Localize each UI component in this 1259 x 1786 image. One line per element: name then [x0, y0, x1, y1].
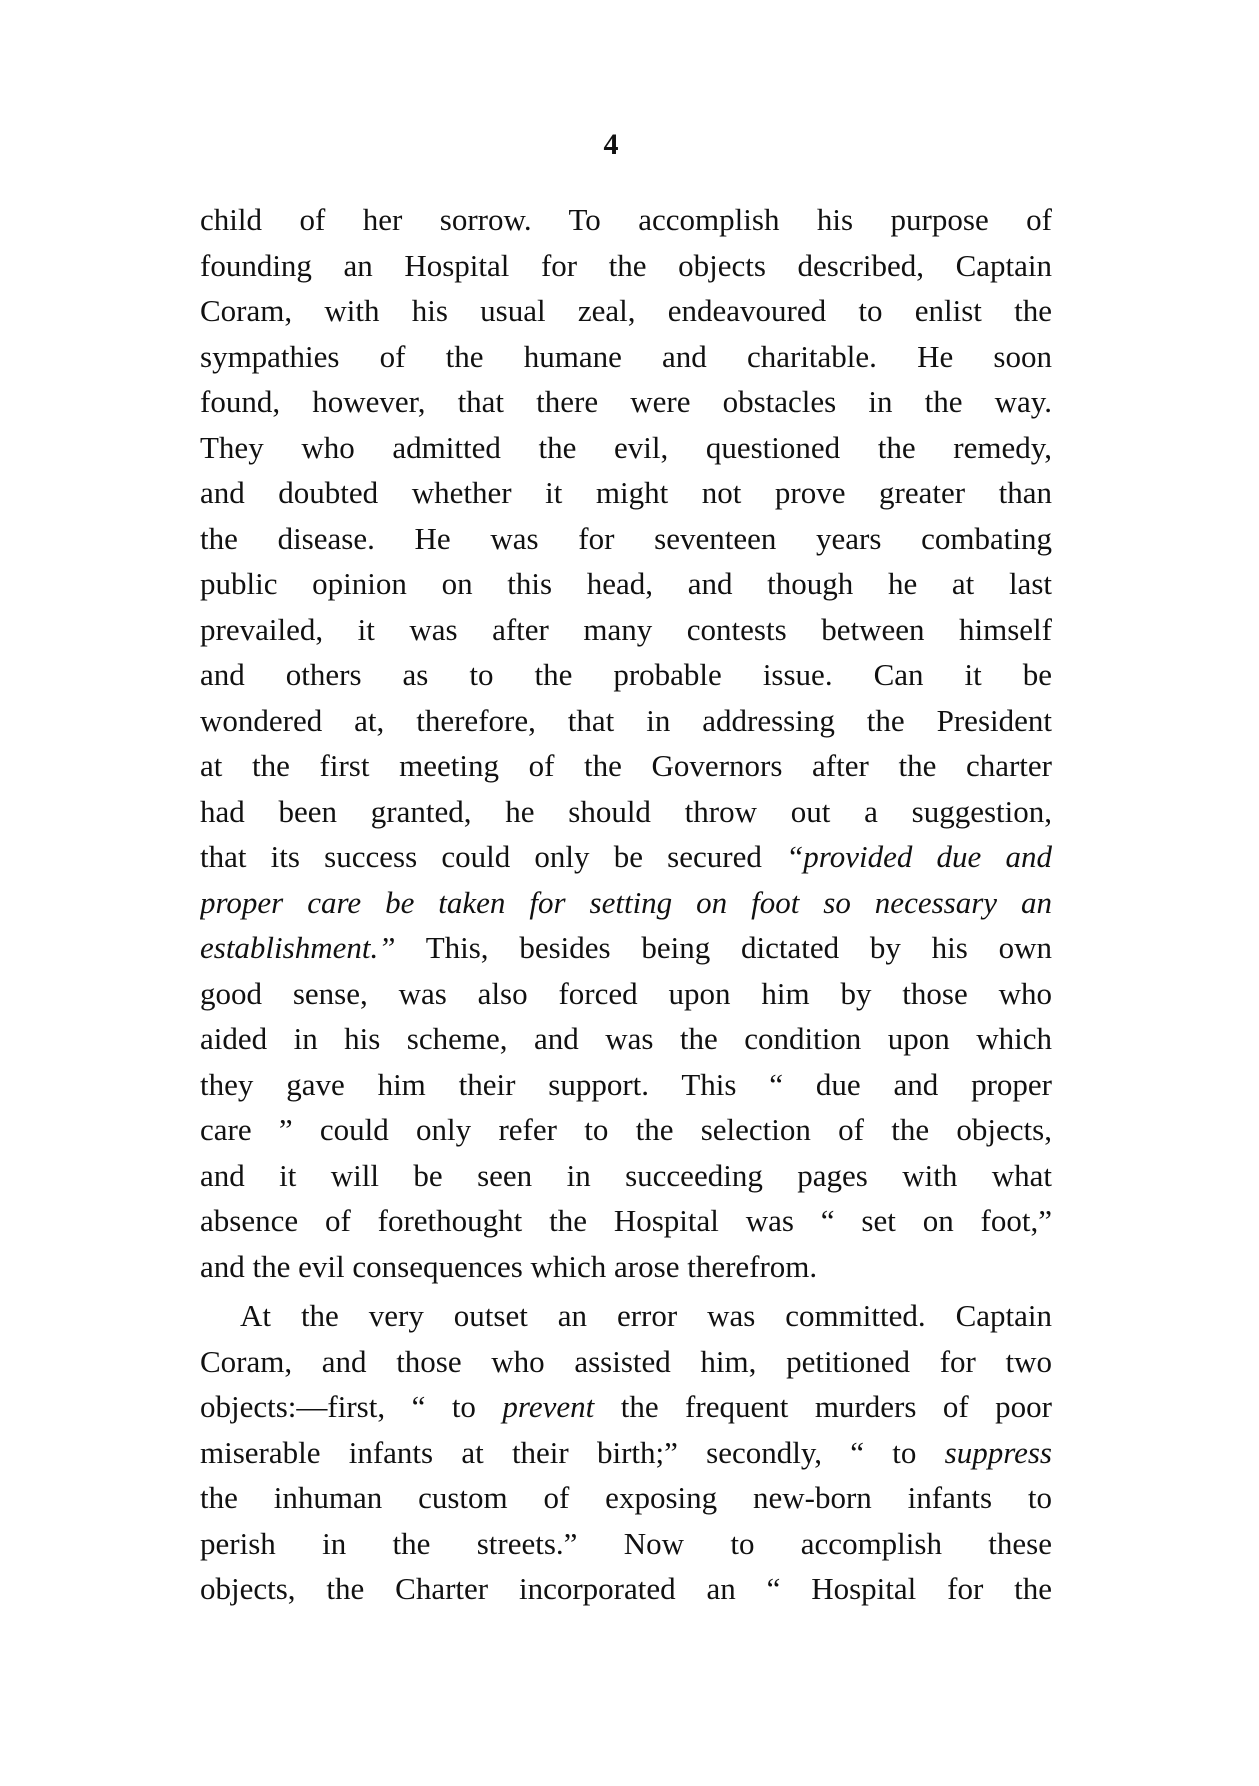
text-line [200, 1062, 1052, 1108]
italic-text-segment: suppress [944, 1434, 1052, 1470]
text-line [200, 470, 1052, 516]
text-line [200, 1198, 1052, 1244]
text-line [200, 1293, 1052, 1339]
text-segment: This, besides being dictated by his own [395, 930, 1052, 965]
text-line [200, 925, 1052, 971]
text-line [200, 1339, 1052, 1385]
text-line [200, 652, 1052, 698]
text-line [200, 1244, 1052, 1290]
text-segment: aided in his scheme, and was the condition upon which [200, 1021, 1052, 1056]
text-segment: the inhuman custom of exposing new-born infants to [200, 1480, 1052, 1515]
text-segment: and it will be seen in succeeding pages with what [200, 1157, 1052, 1193]
text-segment: Coram, with his usual zeal, endeavoured to enlist the [200, 293, 1052, 328]
italic-text-segment: establishment.” [200, 930, 396, 965]
text-line [200, 1521, 1052, 1567]
text-line [200, 288, 1052, 334]
text-line [200, 607, 1052, 653]
text-segment: public opinion on this head, and though he at last [200, 566, 1052, 601]
text-segment: that its success could only be secured [200, 839, 787, 874]
text-segment: and others as to the probable issue. Can it be [200, 657, 1052, 692]
text-line [200, 698, 1052, 744]
text-segment: they gave him their support. This “ due and proper [200, 1066, 1052, 1102]
italic-text-segment: “provided due and [786, 839, 1052, 874]
text-line [200, 1384, 1052, 1430]
text-segment: care ” could only refer to the selection of the objects, [200, 1112, 1052, 1147]
page-number: 4 [603, 128, 619, 161]
text-segment: good sense, was also forced upon him by those who [200, 975, 1052, 1011]
text-line [200, 1107, 1052, 1153]
text-line [200, 789, 1052, 835]
text-segment: absence of forethought the Hospital was “ set on foot,” [200, 1203, 1052, 1238]
text-line [200, 1475, 1052, 1521]
text-line [200, 197, 1052, 243]
italic-text-segment: proper care be taken for setting on foot so necessary an [200, 884, 1052, 920]
text-segment: had been granted, he should throw out a suggestion, [200, 793, 1052, 829]
text-line [200, 1016, 1052, 1062]
text-line [200, 379, 1052, 425]
text-segment: Coram, and those who assisted him, petitioned for two [200, 1343, 1052, 1379]
text-segment: found, however, that there were obstacles in the way. [200, 384, 1052, 419]
body-text [200, 197, 1052, 1612]
text-segment: objects:—first, “ to [200, 1389, 503, 1424]
text-line [200, 516, 1052, 562]
text-segment: miserable infants at their birth;” secondly, “ to [200, 1434, 945, 1470]
text-segment: objects, the Charter incorporated an “ Hospital for the [200, 1571, 1052, 1606]
text-segment: child of her sorrow. To accomplish his purpose of [200, 202, 1052, 237]
text-segment: at the first meeting of the Governors after the charter [200, 748, 1052, 783]
text-line [200, 1430, 1052, 1476]
text-line [200, 334, 1052, 380]
italic-text-segment: prevent [502, 1389, 595, 1424]
text-segment: and doubted whether it might not prove greater than [200, 475, 1052, 510]
text-line [200, 971, 1052, 1017]
paragraph [200, 1293, 1052, 1612]
text-line [200, 243, 1052, 289]
text-line [200, 561, 1052, 607]
text-segment: the frequent murders of poor [594, 1389, 1052, 1424]
text-segment: wondered at, therefore, that in addressing the President [200, 702, 1052, 738]
text-segment: sympathies of the humane and charitable. He soon [200, 338, 1052, 374]
text-segment: and the evil consequences which arose therefrom. [200, 1248, 818, 1284]
text-segment: perish in the streets.” Now to accomplish these [200, 1525, 1052, 1561]
text-segment: the disease. He was for seventeen years combating [200, 520, 1052, 556]
text-segment: They who admitted the evil, questioned the remedy, [200, 429, 1052, 465]
text-line [200, 834, 1052, 880]
text-line [200, 1566, 1052, 1612]
text-line [200, 1153, 1052, 1199]
text-segment: founding an Hospital for the objects described, Captain [200, 247, 1052, 283]
text-line [200, 880, 1052, 926]
text-segment: At the very outset an error was committed. Captain [240, 1298, 1052, 1333]
paragraph [200, 197, 1052, 1289]
text-line [200, 425, 1052, 471]
text-segment: prevailed, it was after many contests between himself [200, 611, 1052, 647]
text-line [200, 743, 1052, 789]
